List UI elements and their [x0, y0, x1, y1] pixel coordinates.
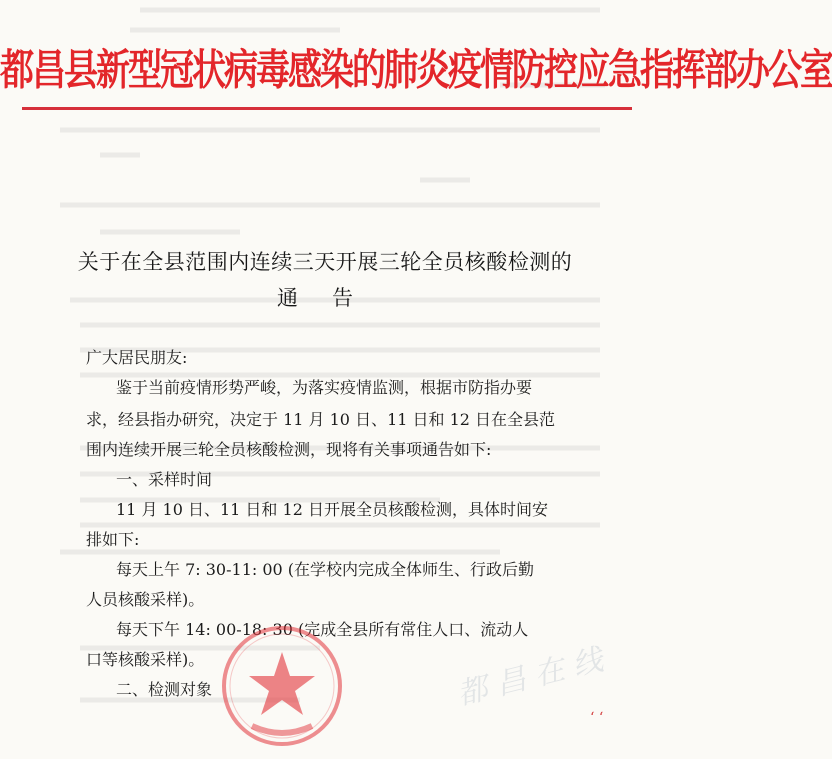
site-watermark: 都 昌 在 线 [453, 642, 607, 713]
paragraph-1-line-1: 鉴于当前疫情形势严峻，为落实疫情监测，根据市防指办要 [116, 378, 533, 397]
section-1-line-6: 口等核酸采样)。 [86, 650, 205, 669]
section-1-line-2: 排如下: [86, 530, 140, 549]
section-1-heading: 一、采样时间 [116, 470, 213, 489]
notice-title-line-1: 关于在全县范围内连续三天开展三轮全员核酸检测的 [77, 250, 573, 274]
official-seal-stamp [218, 622, 346, 750]
section-1-line-3: 每天上午 7: 30-11: 00 (在学校内完成全体师生、行政后勤 [116, 560, 535, 579]
section-2-heading: 二、检测对象 [116, 680, 213, 699]
scan-speck: ‘ ‘ [590, 710, 604, 726]
paragraph-1-line-3: 围内连续开展三轮全员核酸检测，现将有关事项通告如下: [86, 440, 492, 459]
paragraph-1-line-2: 求，经县指办研究，决定于 11 月 10 日、11 日和 12 日在全县范 [86, 410, 556, 429]
section-1-line-5: 每天下午 14: 00-18: 30 (完成全县所有常住人口、流动人 [116, 620, 529, 639]
section-1-line-1: 11 月 10 日、11 日和 12 日开展全员核酸检测，具体时间安 [116, 500, 548, 519]
greeting: 广大居民朋友: [86, 348, 188, 367]
notice-title-line-2: 通告 [277, 286, 387, 310]
section-1-line-4: 人员核酸采样)。 [86, 590, 205, 609]
issuing-office-header: 都昌县新型冠状病毒感染的肺炎疫情防控应急指挥部办公室 [0, 45, 832, 96]
header-red-rule [22, 107, 632, 110]
